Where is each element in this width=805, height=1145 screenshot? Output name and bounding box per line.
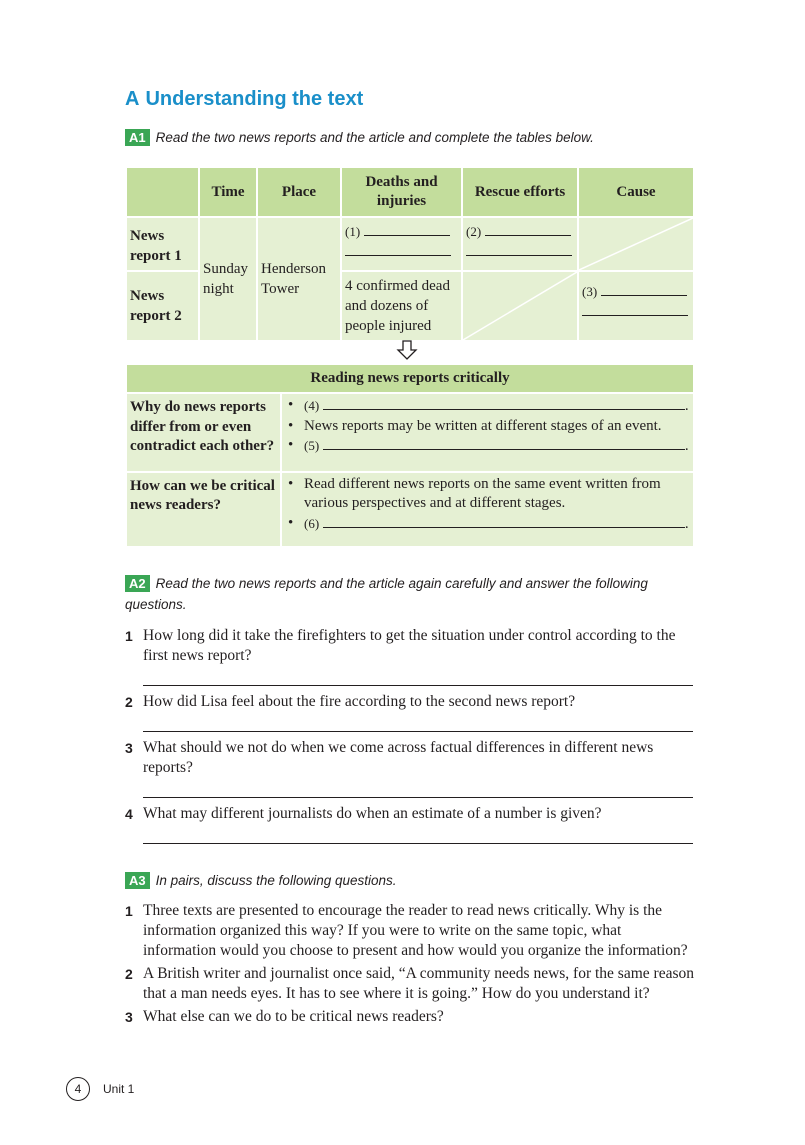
header-cell: Time — [199, 167, 257, 217]
question-number: 1 — [125, 628, 133, 644]
list-item: • (6) . — [286, 514, 689, 535]
news-comparison-table — [125, 166, 695, 342]
diagonal-line — [579, 218, 693, 270]
answer-blank[interactable] — [485, 222, 571, 236]
place-cell: Henderson Tower — [257, 217, 341, 341]
a2-question-2 — [125, 692, 695, 712]
section-title — [125, 88, 363, 111]
crossed-out-cell — [578, 217, 694, 271]
header-cell — [126, 167, 199, 217]
a3-instruction — [125, 870, 685, 891]
blank-number: (4) — [304, 398, 320, 413]
a3-badge: A3 — [125, 872, 150, 889]
blank-3-cell — [578, 271, 694, 341]
a2-badge: A2 — [125, 575, 150, 592]
time-cell: Sunday night — [199, 217, 257, 341]
row-label-report-1: News report 1 — [126, 217, 199, 271]
answer-blank[interactable] — [323, 436, 685, 450]
question-cell: Why do news reports differ from or even contradict each other? — [126, 393, 281, 472]
question-number: 2 — [125, 966, 133, 982]
table-row — [126, 217, 694, 271]
section-letter: A — [125, 88, 140, 110]
list-item — [125, 964, 695, 1004]
question-text: Three texts are presented to encourage the reader to read news critically. Why is the information organized this way? If you were to write on the same topic, what information would you choose to present and how would you organize the information? — [143, 902, 688, 959]
question-number: 3 — [125, 1009, 133, 1025]
a1-instruction-text: Read the two news reports and the article and complete the tables below. — [155, 130, 594, 145]
list-item — [125, 692, 695, 712]
a2-instruction-text: Read the two news reports and the article again carefully and answer the following questions. — [125, 576, 648, 612]
a1-badge: A1 — [125, 129, 150, 146]
page-number: 4 — [66, 1077, 90, 1101]
list-item — [125, 804, 695, 824]
list-item: • Read different news reports on the same event written from various perspectives and at different stages. — [286, 475, 689, 514]
down-arrow-icon — [396, 339, 418, 361]
critical-reading-header: Reading news reports critically — [126, 364, 694, 393]
question-number: 1 — [125, 903, 133, 919]
blank-number: (5) — [304, 438, 320, 453]
question-number: 4 — [125, 806, 133, 822]
list-item — [125, 1007, 695, 1027]
list-item: • (5) . — [286, 436, 689, 457]
list-item: • (4) . — [286, 396, 689, 417]
answer-cell — [281, 472, 694, 547]
answer-blank[interactable] — [323, 396, 685, 410]
answer-line[interactable] — [143, 843, 693, 844]
answer-line[interactable] — [143, 797, 693, 798]
diagonal-line — [463, 272, 577, 340]
blank-2-cell — [462, 217, 578, 271]
section-title-text: Understanding the text — [145, 88, 364, 110]
answer-blank[interactable] — [345, 242, 451, 256]
list-item: • News reports may be written at different stages of an event. — [286, 417, 689, 437]
answer-blank[interactable] — [601, 282, 687, 296]
page-footer — [66, 1077, 134, 1101]
blank-number: (2) — [466, 224, 482, 239]
blank-number: (6) — [304, 515, 320, 531]
question-text: How did Lisa feel about the fire according to the second news report? — [143, 693, 576, 710]
header-cell: Cause — [578, 167, 694, 217]
blank-number: (1) — [345, 224, 361, 239]
question-number: 2 — [125, 694, 133, 710]
list-item — [125, 738, 695, 778]
table-header-row — [126, 364, 694, 393]
question-text: What else can we do to be critical news readers? — [143, 1008, 444, 1025]
a2-question-4 — [125, 804, 695, 824]
blank-number: (3) — [582, 284, 598, 299]
a3-question-list — [125, 901, 695, 1027]
answer-line[interactable] — [143, 685, 693, 686]
answer-blank[interactable] — [582, 302, 688, 316]
question-text: What may different journalists do when an estimate of a number is given? — [143, 805, 602, 822]
unit-label: Unit 1 — [103, 1082, 135, 1096]
answer-line[interactable] — [143, 731, 693, 732]
a2-instruction — [125, 573, 685, 615]
list-item — [125, 901, 695, 961]
answer-blank[interactable] — [466, 242, 572, 256]
row-label-report-2: News report 2 — [126, 271, 199, 341]
list-item — [125, 626, 695, 666]
deaths-cell: 4 confirmed dead and dozens of people injured — [341, 271, 462, 341]
question-text: A British writer and journalist once said, “A community needs news, for the same reason that a man needs eyes. It has to see where it is going.” How do you understand it? — [143, 965, 694, 1002]
critical-reading-table — [125, 363, 695, 548]
blank-1-cell — [341, 217, 462, 271]
crossed-out-cell — [462, 271, 578, 341]
table-header-row — [126, 167, 694, 217]
header-cell: Rescue efforts — [462, 167, 578, 217]
table-row — [126, 472, 694, 547]
a1-instruction — [125, 127, 685, 148]
a2-question-3 — [125, 738, 695, 778]
question-text: How long did it take the firefighters to get the situation under control according to the first news report? — [143, 627, 676, 664]
table-row — [126, 393, 694, 472]
header-cell: Deaths and injuries — [341, 167, 462, 217]
question-number: 3 — [125, 740, 133, 756]
a2-question-1 — [125, 626, 695, 666]
answer-blank[interactable] — [323, 514, 685, 528]
question-cell: How can we be critical news readers? — [126, 472, 281, 547]
header-cell: Place — [257, 167, 341, 217]
a3-instruction-text: In pairs, discuss the following questions. — [155, 873, 397, 888]
answer-cell — [281, 393, 694, 472]
question-text: What should we not do when we come across factual differences in different news reports? — [143, 739, 654, 776]
answer-blank[interactable] — [364, 222, 450, 236]
